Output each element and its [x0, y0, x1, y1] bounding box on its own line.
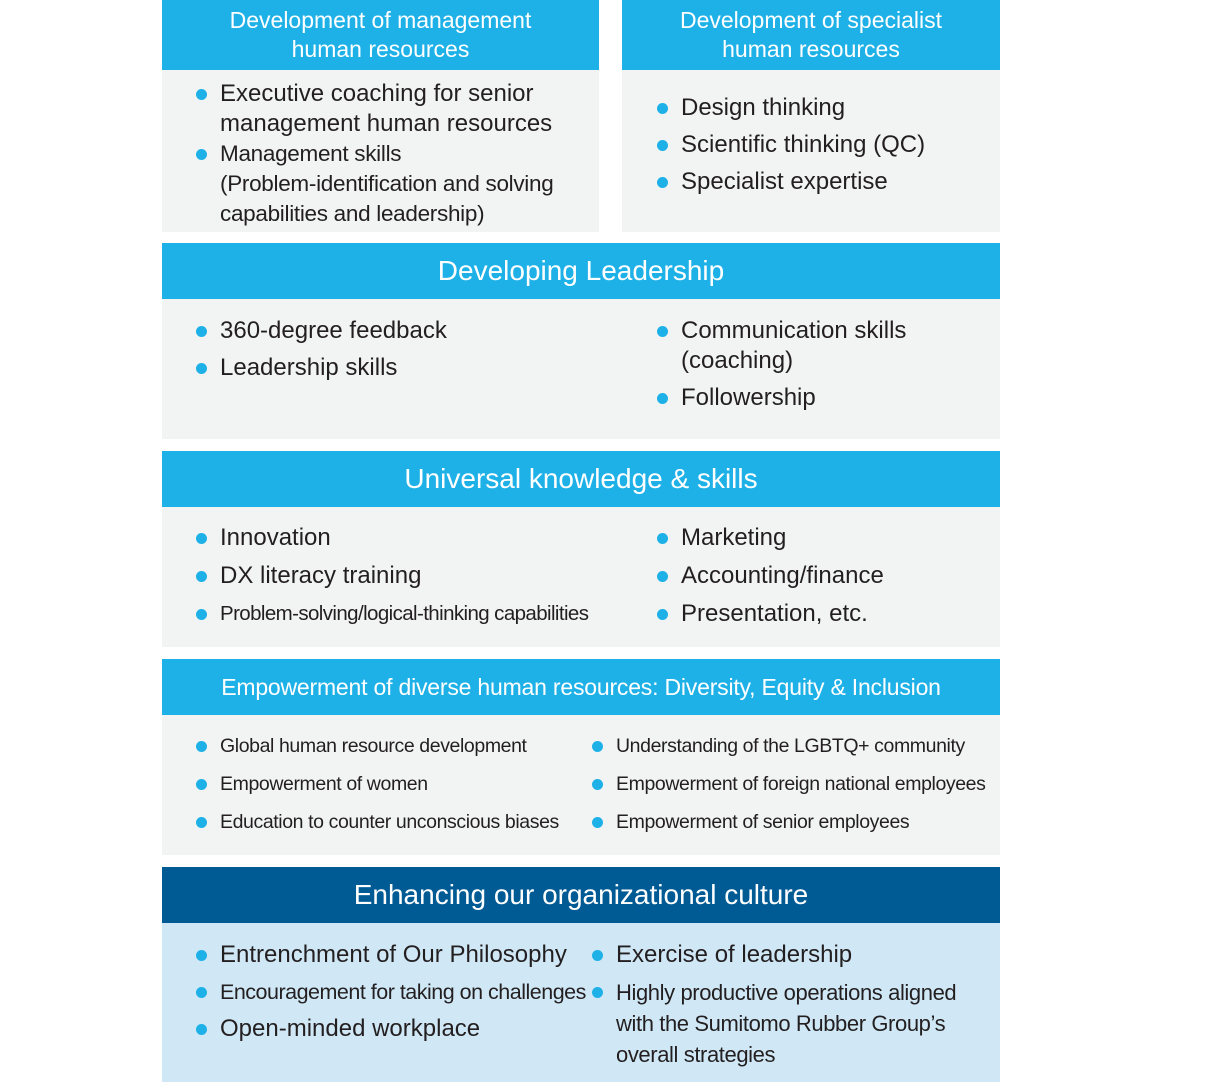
item-text: Followership — [681, 384, 816, 411]
item-text: Presentation, etc. — [681, 600, 868, 627]
item-text: Encouragement for taking on challenges — [220, 980, 586, 1004]
universal-body — [162, 507, 1000, 647]
leadership-block — [162, 243, 1000, 439]
list-item — [196, 940, 616, 970]
culture-title: Enhancing our organizational culture — [353, 879, 809, 910]
bullet-icon — [592, 741, 603, 752]
universal-header — [162, 451, 1000, 507]
bullet-icon — [592, 779, 603, 790]
bullet-icon — [196, 89, 207, 100]
item-text: 360-degree feedback — [220, 317, 447, 344]
list-item — [196, 353, 616, 383]
item-text: Entrenchment of Our Philosophy — [220, 941, 567, 968]
list-item — [196, 810, 596, 834]
list-item — [657, 523, 997, 553]
specialist-block — [622, 0, 1000, 232]
list-item — [196, 79, 596, 139]
leadership-header — [162, 243, 1000, 299]
list-item — [196, 561, 656, 591]
bullet-icon — [196, 779, 207, 790]
list-item — [196, 316, 616, 346]
bullet-icon — [657, 177, 668, 188]
item-text: Global human resource development — [220, 735, 527, 757]
item-line: overall strategies — [616, 1042, 776, 1067]
item-text: Design thinking — [681, 94, 846, 121]
bullet-icon — [657, 533, 668, 544]
list-item — [657, 561, 997, 591]
bullet-icon — [196, 1024, 207, 1035]
universal-title: Universal knowledge & skills — [404, 463, 758, 494]
item-text: Scientific thinking (QC) — [681, 131, 926, 158]
management-title-line2: human resources — [291, 36, 470, 62]
item-line: Communication skills — [681, 317, 907, 344]
bullet-icon — [657, 326, 668, 337]
list-item — [592, 734, 997, 758]
item-text: Empowerment of foreign national employees — [616, 773, 986, 795]
leadership-title: Developing Leadership — [437, 255, 725, 286]
culture-left-list — [196, 940, 616, 1044]
dei-header — [162, 659, 1000, 715]
universal-block — [162, 451, 1000, 647]
bullet-icon — [196, 533, 207, 544]
bullet-icon — [196, 326, 207, 337]
bullet-icon — [196, 363, 207, 374]
leadership-left-list — [196, 316, 616, 383]
specialist-body — [622, 70, 1000, 232]
item-text: Empowerment of senior employees — [616, 811, 910, 833]
bullet-icon — [657, 571, 668, 582]
item-line: Executive coaching for senior — [220, 80, 534, 107]
bullet-icon — [592, 817, 603, 828]
dei-title: Empowerment of diverse human resources: Diversity, Equity & Inclusion — [221, 673, 941, 700]
item-line: Highly productive operations aligned — [616, 980, 957, 1005]
item-text: Accounting/finance — [681, 562, 884, 589]
item-text: Specialist expertise — [681, 168, 888, 195]
leadership-right-list — [657, 316, 997, 413]
item-text: Innovation — [220, 524, 331, 551]
management-body — [162, 70, 599, 232]
list-item — [196, 599, 656, 629]
item-text: Problem-solving/logical-thinking capabilities — [220, 602, 589, 625]
item-line: (Problem-identification and solving — [220, 171, 554, 196]
specialist-title-line1: Development of specialist — [679, 7, 943, 33]
universal-right-list — [657, 523, 997, 629]
bullet-icon — [196, 149, 207, 160]
list-item — [196, 734, 596, 758]
item-line: capabilities and leadership) — [220, 201, 485, 226]
bullet-icon — [657, 103, 668, 114]
management-block — [162, 0, 599, 232]
list-item — [592, 940, 997, 970]
item-line: with the Sumitomo Rubber Group’s — [616, 1011, 946, 1036]
item-text: Leadership skills — [220, 354, 398, 381]
bullet-icon — [196, 571, 207, 582]
culture-body — [162, 923, 1000, 1082]
bullet-icon — [657, 393, 668, 404]
list-item — [657, 316, 997, 376]
culture-header — [162, 867, 1000, 923]
list-item — [657, 167, 997, 197]
dei-left-list — [196, 734, 596, 834]
dei-block — [162, 659, 1000, 855]
dei-body — [162, 715, 1000, 855]
item-line: management human resources — [220, 110, 553, 137]
bullet-icon — [657, 609, 668, 620]
bullet-icon — [592, 950, 603, 961]
list-item — [196, 523, 656, 553]
specialist-title-line2: human resources — [722, 36, 900, 62]
list-item — [196, 1014, 616, 1044]
list-item — [196, 772, 596, 796]
bullet-icon — [657, 140, 668, 151]
item-text: Marketing — [681, 524, 787, 551]
item-text: Education to counter unconscious biases — [220, 811, 559, 833]
item-text: Empowerment of women — [220, 773, 428, 795]
list-item — [196, 139, 596, 229]
list-item — [196, 977, 616, 1007]
specialist-header — [622, 0, 1000, 70]
specialist-list — [657, 93, 997, 197]
dei-right-list — [592, 734, 997, 834]
bullet-icon — [196, 817, 207, 828]
bullet-icon — [196, 741, 207, 752]
list-item — [657, 599, 997, 629]
item-line: (coaching) — [681, 347, 794, 374]
management-title-line1: Development of management — [229, 7, 532, 33]
leadership-body — [162, 299, 1000, 439]
bullet-icon — [196, 987, 207, 998]
item-text: Open-minded workplace — [220, 1015, 481, 1042]
culture-block — [162, 867, 1000, 1082]
universal-left-list — [196, 523, 656, 629]
management-list — [196, 79, 596, 229]
bullet-icon — [196, 609, 207, 620]
item-text: Exercise of leadership — [616, 941, 853, 968]
list-item — [592, 977, 997, 1070]
item-line: Management skills — [220, 141, 402, 166]
bullet-icon — [592, 987, 603, 998]
list-item — [657, 130, 997, 160]
bullet-icon — [196, 950, 207, 961]
item-text: DX literacy training — [220, 562, 422, 589]
item-text: Understanding of the LGBTQ+ community — [616, 735, 965, 757]
management-header — [162, 0, 599, 70]
list-item — [657, 93, 997, 123]
list-item — [592, 810, 997, 834]
list-item — [592, 772, 997, 796]
list-item — [657, 383, 997, 413]
culture-right-list — [592, 940, 997, 1070]
